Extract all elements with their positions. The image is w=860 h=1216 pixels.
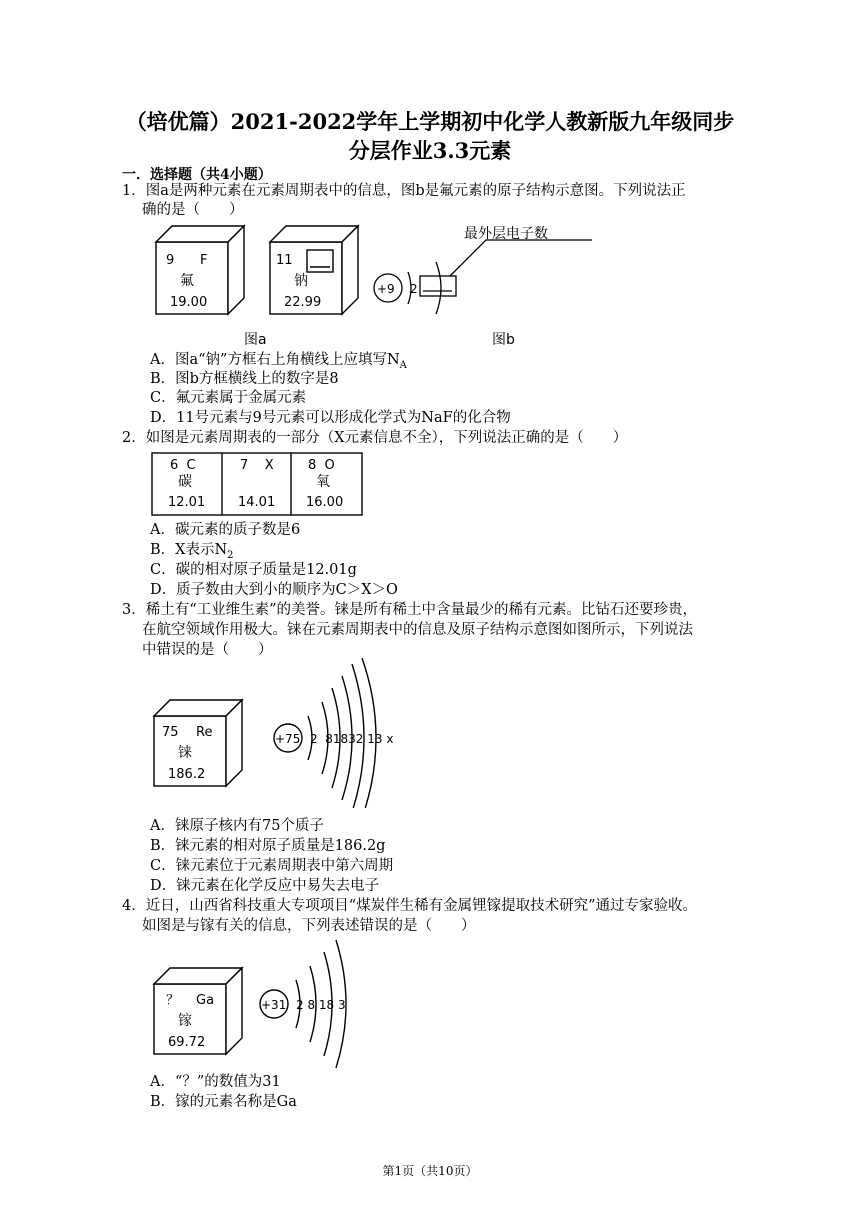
re-mass: 186.2 [168,767,206,782]
oxygen-name: 氧 [316,474,330,490]
oxygen-header: 8 O [308,458,335,473]
f-nucleus-charge: +9 [377,282,395,296]
ga-shell-counts: 2 8 18 3 [296,998,346,1012]
ga-name: 镓 [178,1013,192,1029]
re-atomic-number: 75 [162,725,179,740]
ga-mass: 69.72 [168,1035,206,1050]
x-element-mass: 14.01 [238,495,276,510]
q2-option-d: D．质子数由大到小的顺序为C＞X＞O [150,582,398,598]
q1-option-a: A．图a“钠”方框右上角横线上应填写$N_A$ [150,352,407,371]
f-shell1-count: 2 [410,282,418,296]
q2-option-a: A．碳元素的质子数是6 [150,522,301,538]
re-shell-counts: 2 81832 13 x [310,732,394,746]
ga-symbol: Ga [196,993,215,1008]
carbon-header: 6 C [170,458,196,473]
q1-option-b: B．图b方框横线上的数字是8 [150,371,339,387]
re-nucleus-charge: +75 [275,732,301,746]
oxygen-mass: 16.00 [306,495,344,510]
q3-stem-line2: 在航空领域作用极大。铼在元素周期表中的信息及原子结构示意图如图所示，下列说法 [142,622,693,638]
f-mass: 19.00 [170,295,208,310]
page-title-line2: 分层作业3.3元素 [348,138,512,163]
q4-stem-line2: 如图是与镓有关的信息，下列表述错误的是（ ） [142,918,476,934]
f-atomic-number: 9 [166,253,175,268]
q1-option-d: D．11号元素与9号元素可以形成化学式为NaF的化合物 [150,410,511,426]
figure-a-caption: 图a [244,332,267,348]
q2-stem: 2．如图是元素周期表的一部分（X元素信息不全），下列说法正确的是（ ） [122,430,628,446]
f-name: 氟 [180,273,194,289]
figure-b-caption: 图b [492,332,515,348]
fluorine-atom-diagram [374,240,592,314]
na-name: 钠 [294,273,308,289]
q3-figure [150,658,410,808]
q3-stem-line1: 3．稀土有“工业维生素”的美誉。铼是所有稀土中含量最少的稀有元素。比钻石还要珍贵， [122,602,698,618]
q2-option-c: C．碳的相对原子质量是12.01g [150,562,357,578]
q1-figure [150,222,610,350]
ga-nucleus-charge: +31 [261,998,287,1012]
q3-option-d: D．铼元素在化学反应中易失去电子 [150,878,380,894]
q4-figure [150,934,370,1068]
q1-stem-line1: 1．图a是两种元素在元素周期表中的信息，图b是氟元素的原子结构示意图。下列说法正 [122,183,686,199]
q3-option-c: C．铼元素位于元素周期表中第六周期 [150,858,394,874]
q2-option-b: B．X表示$N_2$ [150,542,234,561]
x-element-header: 7 X [240,458,274,473]
q4-option-a: A．“？”的数值为31 [150,1074,281,1090]
f-symbol: F [200,253,208,268]
carbon-mass: 12.01 [168,495,206,510]
q2-periodic-table-fragment [150,451,366,517]
q4-stem-line1: 4．近日，山西省科技重大专项项目“煤炭伴生稀有金属锂镓提取技术研究”通过专家验收。 [122,898,698,914]
q3-option-a: A．铼原子核内有75个质子 [150,818,324,834]
q1-option-c: C．氟元素属于金属元素 [150,390,307,406]
ga-atomic-number: ？ [166,993,180,1008]
re-symbol: Re [196,725,213,740]
na-mass: 22.99 [284,295,322,310]
outer-electron-callout: 最外层电子数 [464,226,548,242]
carbon-name: 碳 [178,474,192,490]
q3-option-b: B．铼元素的相对原子质量是186.2g [150,838,386,854]
re-name: 铼 [178,745,192,761]
q3-stem-line3: 中错误的是（ ） [142,642,273,658]
page-title-line1: （培优篇）2021-2022学年上学期初中化学人教新版九年级同步 [125,109,735,134]
page-footer: 第1页（共10页） [382,1164,478,1178]
q1-stem-line2: 确的是（ ） [142,202,244,218]
section-heading: 一．选择题（共4小题） [122,167,272,183]
q4-option-b: B．镓的元素名称是Ga [150,1094,297,1110]
na-atomic-number: 11 [276,253,293,268]
